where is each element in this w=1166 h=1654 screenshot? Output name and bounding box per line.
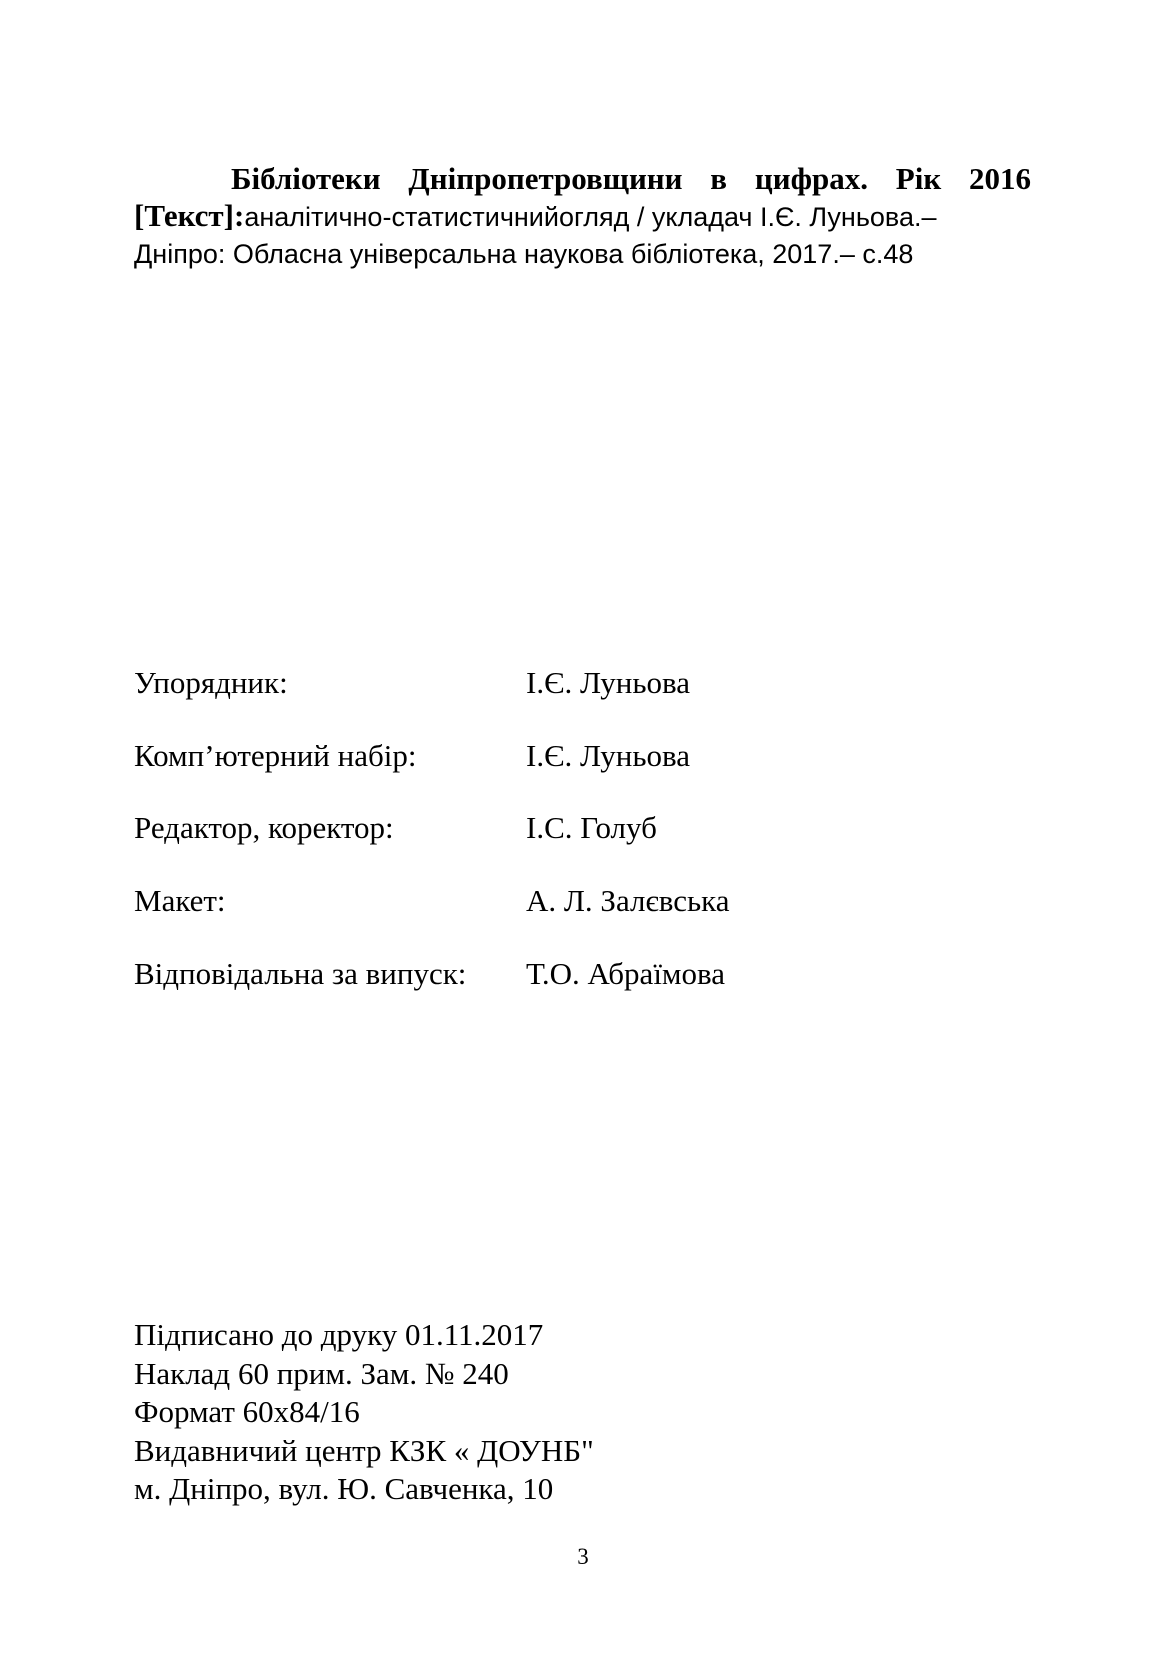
medium-designation: [Текст]:: [134, 198, 245, 233]
credit-name: І.Є. Луньова: [526, 665, 691, 700]
page-number: 3: [577, 1544, 589, 1569]
publication-details: Дніпро: Обласна універсальна наукова бібліотека, 2017.– с.48: [134, 239, 914, 269]
bibliographic-description: [134, 160, 1031, 273]
publisher: Видавничий центр КЗК « ДОУНБ": [134, 1432, 594, 1468]
credit-row: [134, 663, 934, 703]
paper-format: Формат 60х84/16: [134, 1394, 360, 1429]
book-title: Бібліотеки Дніпропетровщини в цифрах. Рік 2016: [231, 161, 1031, 196]
credit-name: І.С. Голуб: [526, 810, 657, 845]
description-line: [134, 197, 1031, 236]
signed-to-print: Підписано до друку 01.11.2017: [134, 1317, 544, 1352]
credit-row: [134, 954, 934, 994]
publisher-address: м. Дніпро, вул. Ю. Савченка, 10: [134, 1471, 554, 1506]
circulation: Наклад 60 прим. Зам. № 240: [134, 1355, 509, 1391]
description-text: аналітично-статистичнийогляд / укладач І.Є. Луньова.–: [244, 202, 937, 232]
credit-row: [134, 736, 934, 776]
credit-role: Макет:: [134, 883, 226, 918]
credit-name: І.Є. Луньова: [526, 738, 691, 773]
credit-name: А. Л. Залєвська: [526, 883, 730, 918]
imprint-block: [134, 1316, 594, 1509]
credit-row: [134, 881, 934, 921]
credit-role: Упорядник:: [134, 665, 288, 700]
credit-role: Редактор, коректор:: [134, 810, 394, 845]
credit-row: [134, 808, 934, 848]
credit-role: Відповідальна за випуск:: [134, 956, 467, 991]
credit-name: Т.О. Абраїмова: [526, 956, 726, 991]
credit-role: Комп’ютерний набір:: [134, 738, 417, 773]
